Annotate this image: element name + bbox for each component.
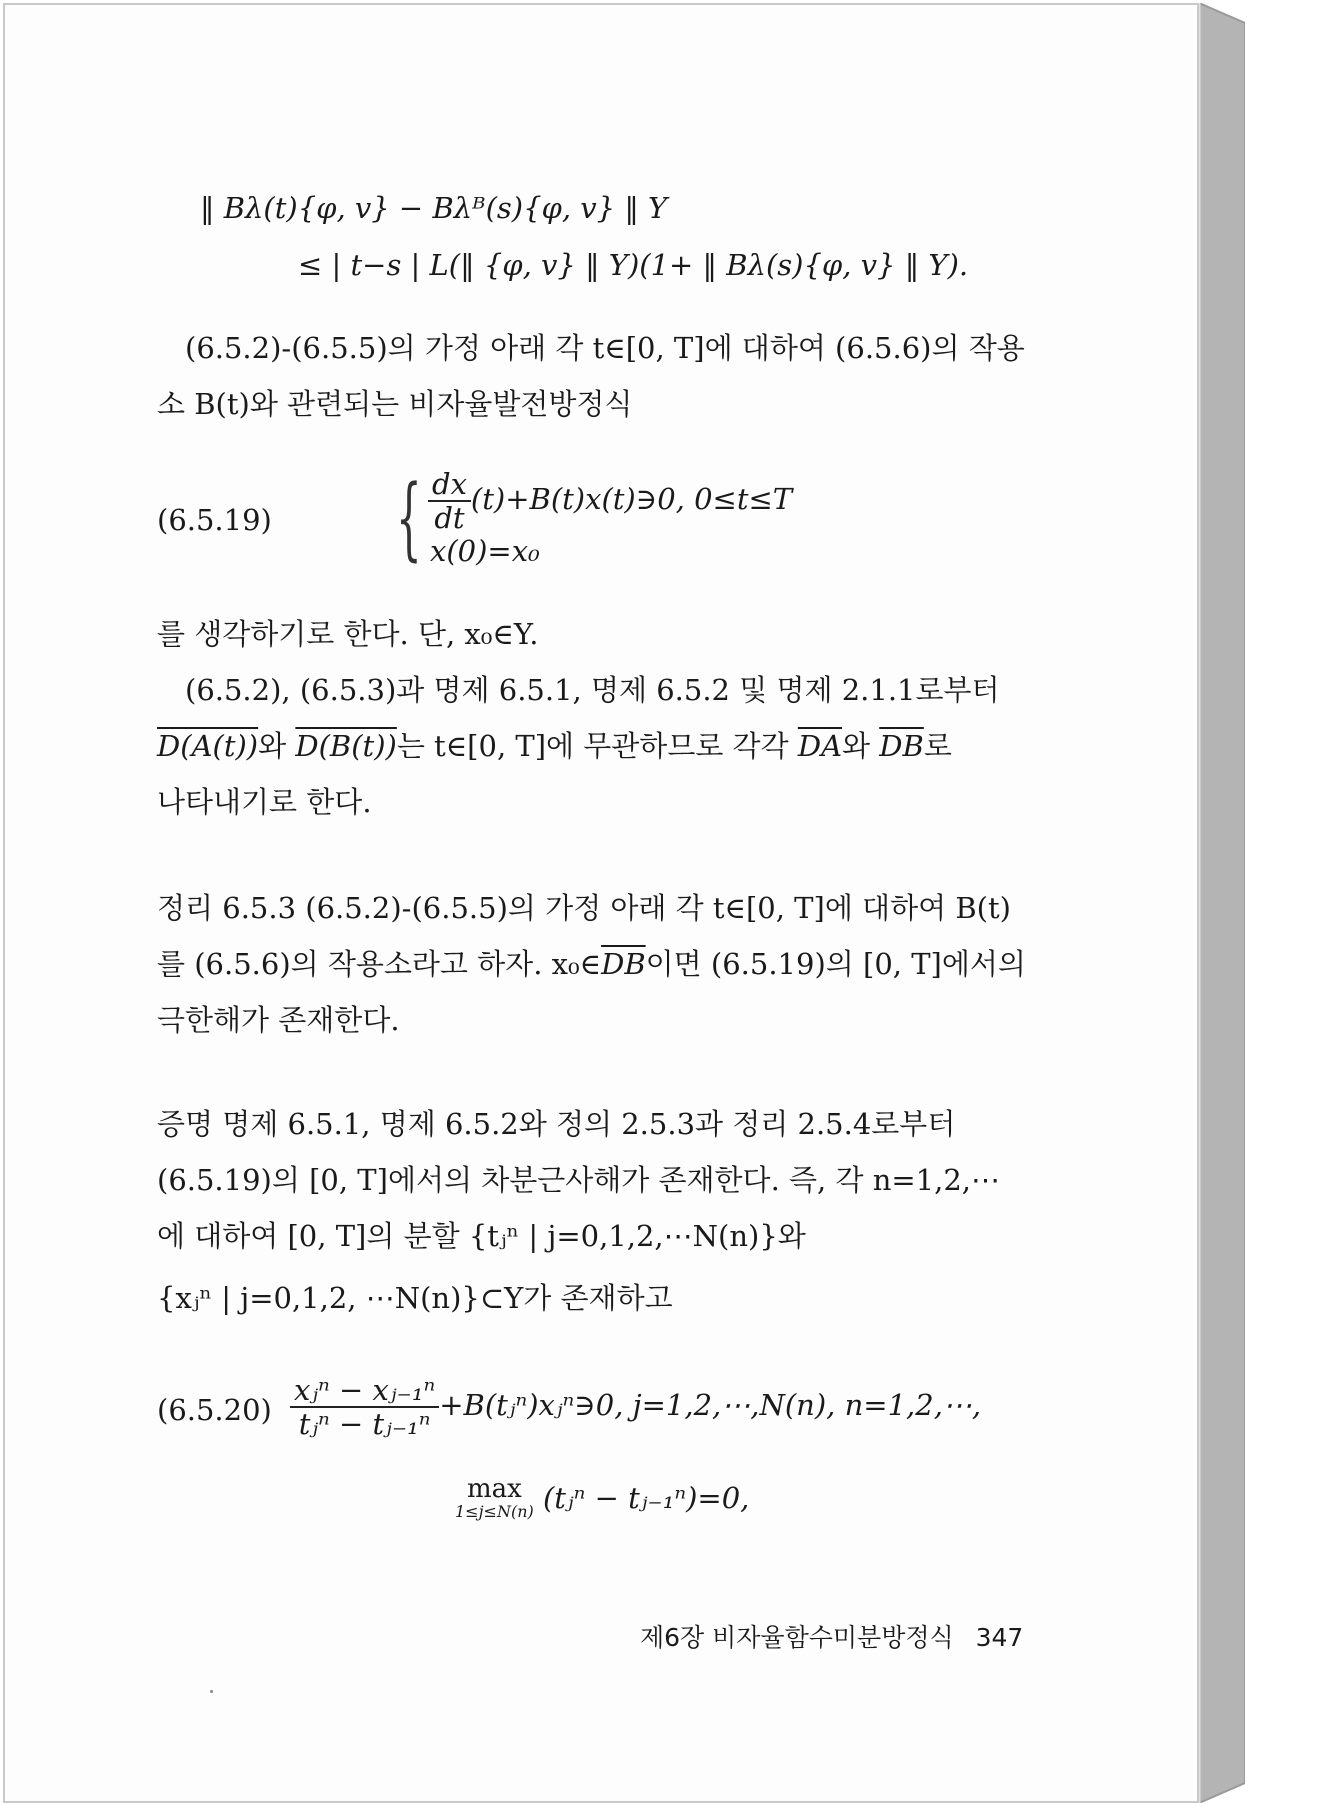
- max-word: max: [466, 1474, 522, 1504]
- chapter-footer: [640, 1620, 1023, 1656]
- para2-line-2: (6.5.2), (6.5.3)과 명제 6.5.1, 명제 6.5.2 및 명제 2.1.1로부터: [185, 673, 1000, 707]
- eq-6-5-19-row-2: x(0)=x₀: [430, 534, 540, 568]
- fraction-denominator: tⱼⁿ − tⱼ₋₁ⁿ: [298, 1407, 431, 1441]
- text-segment: 와: [258, 729, 296, 763]
- para1-line-2: 소 B(t)와 관련되는 비자율발전방정식: [157, 387, 633, 421]
- system-brace: {: [396, 466, 422, 571]
- formula-line-1: ‖ Bλ(t){φ, v} − Bλᴮ(s){φ, v} ‖ Y: [200, 191, 668, 225]
- difference-quotient: [290, 1374, 439, 1440]
- text-segment: 를 (6.5.6)의 작용소라고 하자. x₀∈: [157, 947, 602, 981]
- theorem-line-1: 정리 6.5.3 (6.5.2)-(6.5.5)의 가정 아래 각 t∈[0, T]에 대하여 B(t): [157, 891, 1011, 925]
- fraction-denominator: dt: [434, 501, 465, 535]
- proof-line-1: 증명 명제 6.5.1, 명제 6.5.2와 정의 2.5.3과 정리 2.5.4로부터: [157, 1107, 956, 1141]
- para1-line-1: (6.5.2)-(6.5.5)의 가정 아래 각 t∈[0, T]에 대하여 (6.5.6)의 작용: [185, 331, 1025, 365]
- closure-DB: $\overline{DB}$: [601, 947, 646, 981]
- derivative-fraction: [428, 468, 471, 534]
- eq-6-5-19-row-1-rest: (t)+B(t)x(t)∋0, 0≤t≤T: [470, 482, 793, 516]
- eq-6-5-20-row-1: [290, 1374, 981, 1440]
- eq-6-5-20-label: (6.5.20): [157, 1393, 272, 1427]
- fraction-numerator: dx: [428, 468, 471, 502]
- eq-6-5-20-row-1-rest: +B(tⱼⁿ)xⱼⁿ∋0, j=1,2,⋯,N(n), n=1,2,⋯,: [439, 1388, 982, 1422]
- page-number: 347: [975, 1623, 1024, 1652]
- max-subscript: 1≤j≤N(n): [455, 1502, 534, 1521]
- theorem-line-2: [157, 946, 1026, 982]
- theorem-line-3: 극한해가 존재한다.: [157, 1003, 400, 1037]
- text-segment: 는 t∈[0, T]에 무관하므로 각각: [396, 729, 798, 763]
- para2-line-4: 나타내기로 한다.: [157, 785, 372, 819]
- eq-6-5-20-row-2: [455, 1475, 749, 1521]
- proof-line-3: 에 대하여 [0, T]의 분할 {tⱼⁿ | j=0,1,2,⋯N(n)}와: [157, 1219, 806, 1253]
- para2-line-3: [157, 728, 952, 764]
- domain-of-A: D(A(t)): [157, 729, 259, 763]
- fraction-numerator: xⱼⁿ − xⱼ₋₁ⁿ: [290, 1374, 439, 1408]
- chapter-title: 제6장 비자율함수미분방정식: [640, 1623, 954, 1652]
- text-segment: 로: [923, 729, 952, 763]
- closure-DB: $\overline{DB}$: [879, 729, 924, 763]
- formula-line-2: ≤ | t−s | L(‖ {φ, v} ‖ Y)(1+ ‖ Bλ(s){φ, v} ‖ Y).: [298, 248, 969, 282]
- eq-6-5-19-row-1: [428, 468, 792, 534]
- text-segment: 이면 (6.5.19)의 [0, T]에서의: [645, 947, 1026, 981]
- speck: [210, 1690, 213, 1693]
- proof-line-2: (6.5.19)의 [0, T]에서의 차분근사해가 존재한다. 즉, 각 n=1,2,⋯: [157, 1163, 1001, 1197]
- max-operator: [455, 1475, 534, 1521]
- para2-line-1: 를 생각하기로 한다. 단, x₀∈Y.: [157, 617, 539, 651]
- text-segment: 와: [842, 729, 880, 763]
- proof-line-4: {xⱼⁿ | j=0,1,2, ⋯N(n)}⊂Y가 존재하고: [157, 1281, 673, 1315]
- book-spine: [1199, 3, 1245, 1803]
- domain-of-B: D(B(t)): [295, 729, 397, 763]
- closure-DA: $\overline{DA}$: [797, 729, 843, 763]
- max-expression: (tⱼⁿ − tⱼ₋₁ⁿ)=0,: [542, 1481, 750, 1515]
- eq-6-5-19-label: (6.5.19): [157, 503, 272, 537]
